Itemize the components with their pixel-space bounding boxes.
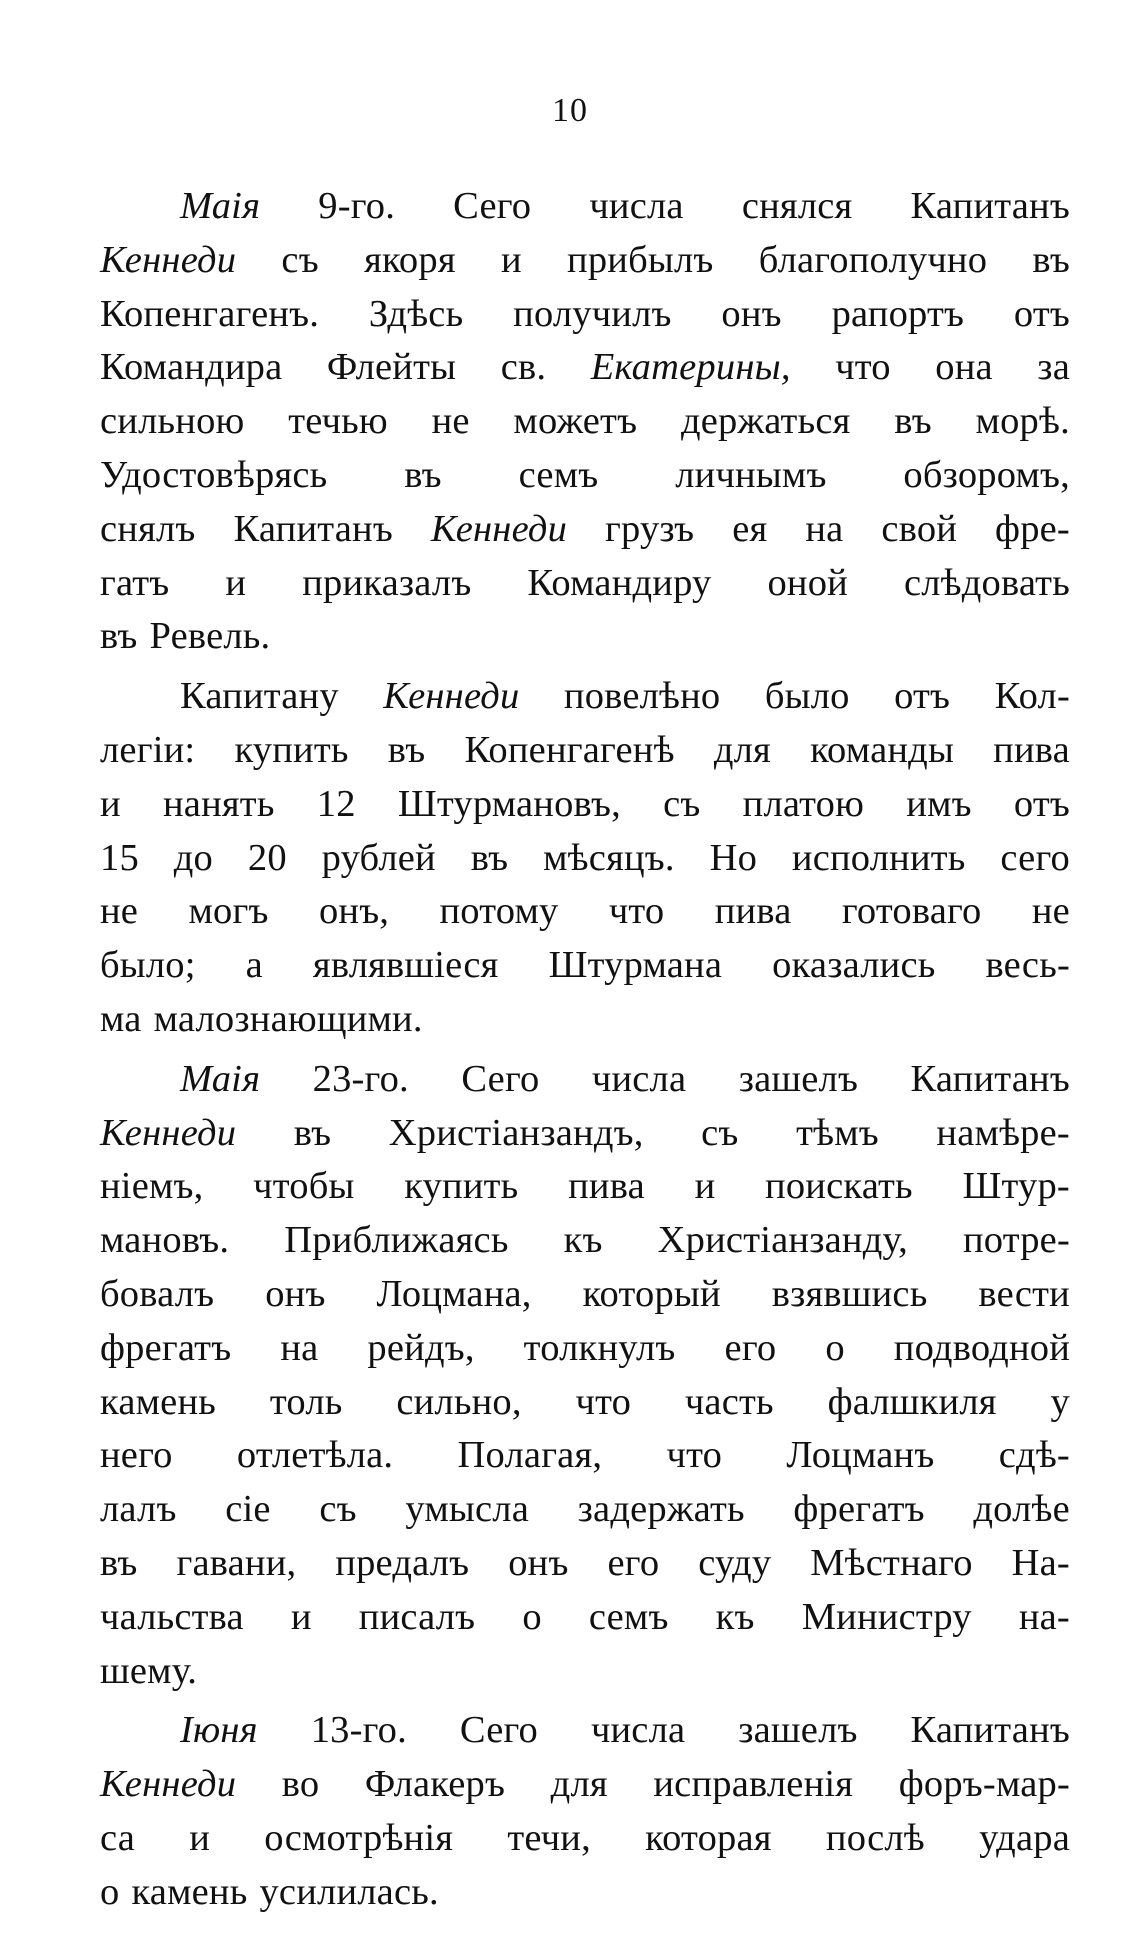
word: можетъ <box>513 400 638 442</box>
word: Маія <box>180 1058 261 1100</box>
word: въ <box>100 1542 138 1584</box>
word: сіе <box>225 1488 271 1530</box>
word: якоря <box>364 239 456 281</box>
word: 23-го. <box>312 1058 409 1100</box>
word: зашелъ <box>738 1709 858 1751</box>
text-line <box>100 1212 1070 1268</box>
word: взявшись <box>771 1273 928 1315</box>
word: гатъ <box>100 562 170 604</box>
word: въ <box>1032 239 1070 281</box>
word: на <box>805 508 844 550</box>
word: его <box>607 1542 660 1584</box>
word: рейдъ, <box>367 1327 475 1369</box>
text-line <box>100 286 1070 342</box>
word: пива <box>993 729 1070 771</box>
word: 13-го. <box>310 1709 407 1751</box>
word: послѣ <box>825 1817 925 1859</box>
word: чальства <box>100 1596 244 1638</box>
word: Кеннеди <box>383 675 520 717</box>
text-line <box>100 722 1070 778</box>
word: Капитанъ <box>233 508 393 550</box>
word: малознающими. <box>153 998 423 1040</box>
word: подводной <box>893 1327 1070 1369</box>
word: Екатерины, <box>590 346 791 388</box>
word: и <box>225 562 247 604</box>
text-line <box>100 776 1070 832</box>
word: Командиру <box>527 562 712 604</box>
text-line <box>100 232 1070 288</box>
word: и <box>189 1817 211 1859</box>
word: Кол- <box>994 675 1070 717</box>
word: предалъ <box>335 1542 470 1584</box>
word: не <box>1031 890 1070 932</box>
word: рапортъ <box>831 293 965 335</box>
word: оной <box>767 562 848 604</box>
word: что <box>608 890 665 932</box>
word: суду <box>698 1542 772 1584</box>
word: и <box>100 783 121 825</box>
text-line <box>100 883 1070 939</box>
word: пива <box>714 890 792 932</box>
word: Капитанъ <box>910 185 1070 227</box>
word: грузъ <box>605 508 695 550</box>
word: толкнулъ <box>523 1327 676 1369</box>
word: а <box>245 944 263 986</box>
word: Кеннеди <box>100 1112 237 1154</box>
word: осмотрѣнія <box>264 1817 454 1859</box>
word: команды <box>810 729 955 771</box>
word: Лоцманъ <box>786 1434 935 1476</box>
word: благополучно <box>758 239 988 281</box>
word: на- <box>1018 1596 1070 1638</box>
word: обзоромъ, <box>903 454 1070 496</box>
word: Штурмана <box>548 944 723 986</box>
word: Командира <box>100 346 283 388</box>
text-line <box>100 1535 1070 1591</box>
word: съ <box>701 1112 739 1154</box>
word: отъ <box>1013 783 1070 825</box>
word: что <box>575 1381 632 1423</box>
text-line <box>100 991 1070 1047</box>
page-number: 10 <box>552 92 588 129</box>
word: въ <box>293 1112 332 1154</box>
word: семъ <box>588 1596 669 1638</box>
word: бовалъ <box>100 1273 215 1315</box>
word: и <box>500 239 522 281</box>
word: о <box>100 1871 120 1913</box>
word: Сего <box>453 185 532 227</box>
word: Кеннеди <box>100 1763 237 1805</box>
word: и <box>694 1165 716 1207</box>
word: отъ <box>1013 293 1070 335</box>
word: которая <box>645 1817 772 1859</box>
word: сильно, <box>396 1381 522 1423</box>
word: ма <box>100 998 142 1040</box>
word: его <box>724 1327 777 1369</box>
word: камень <box>131 1871 248 1913</box>
word: намѣре- <box>936 1112 1070 1154</box>
word: повелѣно <box>563 675 721 717</box>
word: получилъ <box>513 293 672 335</box>
word: не <box>100 890 139 932</box>
word: въ <box>100 615 138 657</box>
text-line <box>180 668 1070 724</box>
word: легіи: <box>100 729 196 771</box>
word: фалшкиля <box>827 1381 997 1423</box>
word: исполнить <box>791 837 966 879</box>
word: усилилась. <box>259 1871 439 1913</box>
word: числа <box>591 1058 687 1100</box>
text-line <box>100 1266 1070 1322</box>
word: него <box>100 1434 173 1476</box>
word: са <box>100 1817 136 1859</box>
word: камень <box>100 1381 217 1423</box>
text-line <box>100 1481 1070 1537</box>
text-line <box>100 393 1070 449</box>
word: 9-го. <box>318 185 396 227</box>
word: зашелъ <box>738 1058 859 1100</box>
word: шему. <box>100 1650 198 1692</box>
word: въ <box>387 729 426 771</box>
word: было <box>764 675 850 717</box>
word: онъ <box>265 1273 326 1315</box>
word: лалъ <box>100 1488 177 1530</box>
word: числа <box>589 185 684 227</box>
word: часть <box>684 1381 774 1423</box>
word: было; <box>100 944 196 986</box>
word: Мѣстнаго <box>810 1542 973 1584</box>
word: къ <box>715 1596 755 1638</box>
word: въ <box>404 454 442 496</box>
word: 12 <box>316 783 356 825</box>
word: къ <box>563 1219 603 1261</box>
word: Лоцмана, <box>376 1273 532 1315</box>
word: Капитанъ <box>910 1058 1070 1100</box>
word: Ревель. <box>149 615 271 657</box>
word: чтобы <box>253 1165 355 1207</box>
word: фрегатъ <box>793 1488 925 1530</box>
word: форъ-мар- <box>898 1763 1070 1805</box>
word: Кеннеди <box>430 508 568 550</box>
word: фрегатъ <box>100 1327 232 1369</box>
word: личнымъ <box>675 454 827 496</box>
word: и <box>290 1596 312 1638</box>
word: Христіанзанду, <box>657 1219 908 1261</box>
word: исправленія <box>653 1763 854 1805</box>
word: Кеннеди <box>100 239 237 281</box>
word: Полагая, <box>457 1434 603 1476</box>
word: Маія <box>180 185 261 227</box>
word: въ <box>894 400 932 442</box>
word: 20 <box>247 837 287 879</box>
word: для <box>713 729 771 771</box>
text-line <box>100 1810 1070 1866</box>
word: нанять <box>162 783 275 825</box>
word: что <box>835 346 891 388</box>
word: св. <box>500 346 547 388</box>
word: онъ <box>721 293 782 335</box>
word: купить <box>404 1165 519 1207</box>
text-line <box>100 501 1070 557</box>
word: вести <box>978 1273 1070 1315</box>
word: являвшіеся <box>312 944 499 986</box>
word: прибылъ <box>567 239 714 281</box>
word: за <box>1037 346 1070 388</box>
text-line <box>100 339 1070 395</box>
word: во <box>281 1763 320 1805</box>
text-line <box>180 1702 1070 1758</box>
word: Христіанзандъ, <box>388 1112 644 1154</box>
word: Сего <box>461 1058 540 1100</box>
word: въ <box>470 837 509 879</box>
word: поискать <box>765 1165 913 1207</box>
word: она <box>935 346 993 388</box>
word: фре- <box>995 508 1070 550</box>
text-line <box>100 1864 1070 1920</box>
word: Удостовѣрясь <box>100 454 328 496</box>
word: Приближаясь <box>284 1219 509 1261</box>
word: что <box>666 1434 723 1476</box>
word: Копенгагенъ. <box>100 293 320 335</box>
word: Штурмановъ, <box>397 783 621 825</box>
word: съ <box>281 239 319 281</box>
word: пива <box>568 1165 645 1207</box>
word: Здѣсь <box>368 293 464 335</box>
word: отъ <box>894 675 951 717</box>
text-line <box>100 608 1070 664</box>
word: сдѣ- <box>998 1434 1070 1476</box>
word: Штур- <box>962 1165 1070 1207</box>
text-line <box>180 1051 1070 1107</box>
word: о <box>825 1327 845 1369</box>
word: ея <box>732 508 768 550</box>
word: ніемъ, <box>100 1165 204 1207</box>
word: морѣ. <box>975 400 1070 442</box>
word: отлетѣла. <box>236 1434 394 1476</box>
word: Капитану <box>180 675 339 717</box>
text-line <box>100 555 1070 611</box>
word: Но <box>709 837 758 879</box>
word: имъ <box>906 783 972 825</box>
word: 15 <box>100 837 139 879</box>
text-line <box>180 178 1070 234</box>
word: потому <box>439 890 559 932</box>
word: Капитанъ <box>910 1709 1070 1751</box>
word: могъ <box>188 890 269 932</box>
word: Флакеръ <box>364 1763 506 1805</box>
word: числа <box>590 1709 686 1751</box>
word: потре- <box>962 1219 1070 1261</box>
word: сего <box>1000 837 1070 879</box>
text-line <box>100 1320 1070 1376</box>
text-line <box>100 937 1070 993</box>
word: весь- <box>985 944 1070 986</box>
word: на <box>280 1327 319 1369</box>
word: течи, <box>507 1817 591 1859</box>
text-line <box>100 1756 1070 1812</box>
text-line <box>100 1643 1070 1699</box>
word: умысла <box>405 1488 529 1530</box>
word: платою <box>742 783 865 825</box>
word: тѣмъ <box>796 1112 879 1154</box>
word: течью <box>288 400 388 442</box>
text-line <box>100 1158 1070 1214</box>
word: писалъ <box>358 1596 476 1638</box>
word: Копенгагенѣ <box>464 729 675 771</box>
word: семъ <box>518 454 599 496</box>
word: свой <box>881 508 958 550</box>
word: оказались <box>772 944 936 986</box>
word: держаться <box>680 400 851 442</box>
text-line <box>100 1105 1070 1161</box>
word: снялся <box>741 185 853 227</box>
word: толь <box>269 1381 343 1423</box>
word: Министру <box>801 1596 972 1638</box>
word: мѣсяцъ. <box>543 837 675 879</box>
word: для <box>550 1763 608 1805</box>
word: онъ, <box>318 890 390 932</box>
word: который <box>582 1273 721 1315</box>
word: у <box>1050 1381 1070 1423</box>
word: готоваго <box>841 890 982 932</box>
word: съ <box>319 1488 357 1530</box>
word: Іюня <box>180 1709 258 1751</box>
word: гавани, <box>176 1542 297 1584</box>
word: задержать <box>577 1488 745 1530</box>
text-line <box>100 830 1070 886</box>
word: не <box>431 400 470 442</box>
word: мановъ. <box>100 1219 230 1261</box>
word: долѣе <box>973 1488 1070 1530</box>
word: удара <box>979 1817 1070 1859</box>
word: Флейты <box>326 346 457 388</box>
word: На- <box>1011 1542 1070 1584</box>
word: Сего <box>459 1709 538 1751</box>
word: слѣдовать <box>903 562 1070 604</box>
word: рублей <box>321 837 436 879</box>
word: сильною <box>100 400 245 442</box>
word: приказалъ <box>302 562 472 604</box>
word: онъ <box>508 1542 569 1584</box>
word: съ <box>663 783 701 825</box>
word: снялъ <box>100 508 196 550</box>
word: о <box>522 1596 542 1638</box>
text-line <box>100 1427 1070 1483</box>
text-line <box>100 1589 1070 1645</box>
text-line <box>100 447 1070 503</box>
word: купить <box>234 729 349 771</box>
word: до <box>173 837 214 879</box>
text-line <box>100 1374 1070 1430</box>
